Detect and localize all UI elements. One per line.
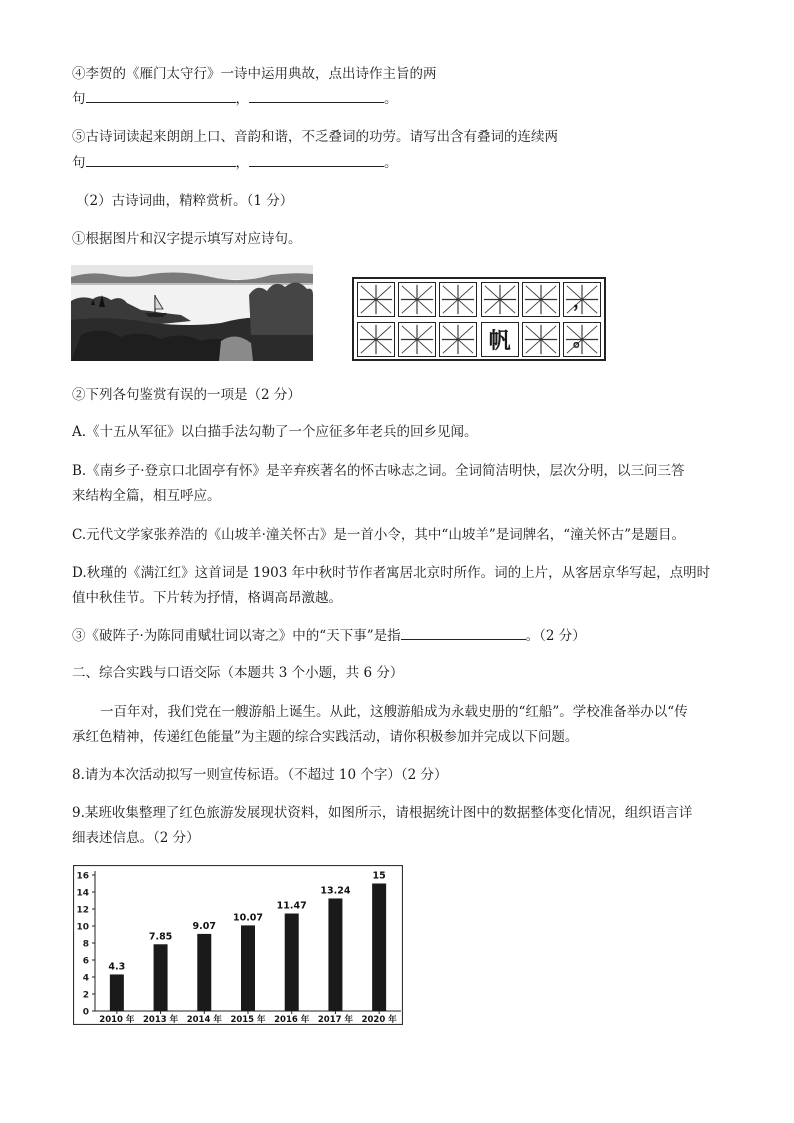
grid-cell[interactable] xyxy=(398,282,436,317)
y-tick-label: 8 xyxy=(82,939,89,950)
grid-character: 帆 xyxy=(482,323,518,356)
grid-cell[interactable] xyxy=(481,282,519,317)
y-tick-label: 0 xyxy=(82,1007,89,1018)
intro-line2: 承红色精神，传递红色能量”为主题的综合实践活动，请你积极参加并完成以下问题。 xyxy=(72,729,579,745)
bar-value-label: 15 xyxy=(372,870,386,882)
y-tick-label: 6 xyxy=(82,956,89,967)
grid-cell[interactable] xyxy=(522,322,560,357)
y-tick-label: 16 xyxy=(76,871,89,882)
bar xyxy=(241,925,255,1011)
grid-cell[interactable] xyxy=(522,282,560,317)
q5-answer-line xyxy=(72,152,398,173)
q5-end: 。 xyxy=(384,155,398,171)
q9-line2: 细表述信息。（2 分） xyxy=(72,830,200,846)
grid-cell[interactable] xyxy=(439,282,477,317)
bar xyxy=(328,898,342,1011)
red-tourism-bar-chart xyxy=(73,865,403,1025)
grid-cell[interactable] xyxy=(398,322,436,357)
bar-value-label: 7.85 xyxy=(148,931,173,943)
q8: 8.请为本次活动拟写一则宣传标语。（不超过 10 个字）（2 分） xyxy=(72,767,448,783)
y-tick-label: 2 xyxy=(82,990,89,1001)
bar xyxy=(285,914,299,1011)
q4-separator: ， xyxy=(235,91,249,107)
q5-prefix: 句 xyxy=(72,155,86,171)
part2-q1: ①根据图片和汉字提示填写对应诗句。 xyxy=(72,231,302,247)
grid-cell[interactable] xyxy=(439,322,477,357)
option-c: C.元代文学家张养浩的《山坡羊·潼关怀古》是一首小令，其中“山坡羊”是词牌名，“潼关怀古”是题目。 xyxy=(72,527,686,543)
bar-value-label: 9.07 xyxy=(192,920,217,932)
q3-prefix: ③《破阵子·为陈同甫赋壮词以寄之》中的“天下事”是指 xyxy=(72,628,401,644)
q4-blank-2[interactable] xyxy=(249,88,384,103)
q3-suffix: 。（2 分） xyxy=(525,628,586,644)
option-d-line1: D.秋瑾的《满江红》这首词是 1903 年中秋时节作者寓居北京时所作。词的上片，从客居京华写起，点明时 xyxy=(72,565,711,581)
grid-cell[interactable] xyxy=(563,282,601,317)
bar-value-label: 4.3 xyxy=(108,961,126,973)
bar-value-label: 10.07 xyxy=(232,912,264,924)
bar xyxy=(154,944,168,1011)
landscape-picture xyxy=(71,265,313,361)
y-tick-label: 10 xyxy=(76,922,89,933)
y-tick-label: 12 xyxy=(76,905,89,916)
option-b-line2: 来结构全篇，相互呼应。 xyxy=(72,488,221,504)
q3-blank[interactable] xyxy=(401,625,526,640)
poem-character-grid xyxy=(352,277,606,361)
x-tick-label: 2010 年 xyxy=(99,1015,135,1025)
q4-text: ④李贺的《雁门太守行》一诗中运用典故，点出诗作主旨的两 xyxy=(72,66,437,82)
bar xyxy=(372,884,386,1012)
x-tick-label: 2020 年 xyxy=(361,1015,397,1025)
grid-cell[interactable] xyxy=(357,322,395,357)
option-d-line2: 值中秋佳节。下片转为抒情，格调高昂激越。 xyxy=(72,590,342,606)
grid-character: ， xyxy=(573,290,591,312)
bar xyxy=(110,974,124,1011)
q4-end: 。 xyxy=(384,91,398,107)
q4-blank-1[interactable] xyxy=(86,88,236,103)
q4-answer-line xyxy=(72,88,398,109)
grid-cell[interactable] xyxy=(357,282,395,317)
x-tick-label: 2017 年 xyxy=(317,1015,353,1025)
grid-cell[interactable] xyxy=(481,322,519,357)
option-a: A.《十五从军征》以白描手法勾勒了一个应征多年老兵的回乡见闻。 xyxy=(72,424,478,440)
bar-value-label: 11.47 xyxy=(276,900,307,912)
y-tick-label: 14 xyxy=(76,888,89,899)
grid-cell[interactable] xyxy=(563,322,601,357)
x-tick-label: 2014 年 xyxy=(186,1015,222,1025)
x-tick-label: 2015 年 xyxy=(230,1015,266,1025)
section2-title: 二、综合实践与口语交际（本题共 3 个小题，共 6 分） xyxy=(72,665,404,681)
part2-q3 xyxy=(72,625,586,646)
x-tick-label: 2013 年 xyxy=(143,1015,179,1025)
grid-character: 。 xyxy=(573,330,591,351)
bar xyxy=(197,934,211,1011)
y-tick-label: 4 xyxy=(82,973,89,984)
part2-q2: ②下列各句鉴赏有误的一项是（2 分） xyxy=(72,387,301,403)
q5-separator: ， xyxy=(235,155,249,171)
q5-blank-1[interactable] xyxy=(86,152,236,167)
q9-line1: 9.某班收集整理了红色旅游发展现状资料，如图所示，请根据统计图中的数据整体变化情况，组织语言详 xyxy=(72,805,693,821)
q4-prefix: 句 xyxy=(72,91,86,107)
bar-value-label: 13.24 xyxy=(320,885,351,897)
q5-blank-2[interactable] xyxy=(249,152,384,167)
option-b-line1: B.《南乡子·登京口北固亭有怀》是辛弃疾著名的怀古咏志之词。全词简洁明快，层次分明，以三问三答 xyxy=(72,463,685,479)
x-tick-label: 2016 年 xyxy=(274,1015,310,1025)
intro-line1: 一百年对，我们党在一艘游船上诞生。从此，这艘游船成为永载史册的“红船”。学校准备举办以“传 xyxy=(100,704,688,720)
q5-text: ⑤古诗词读起来朗朗上口、音韵和谐，不乏叠词的功劳。请写出含有叠词的连续两 xyxy=(72,129,558,145)
part2-title: （2）古诗词曲，精粹赏析。（1 分） xyxy=(76,193,294,209)
